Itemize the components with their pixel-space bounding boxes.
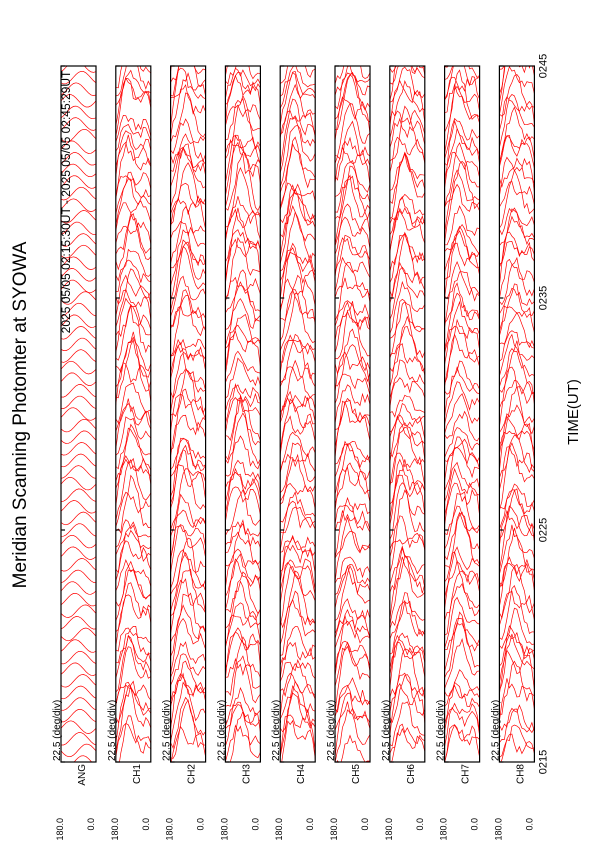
scan-trace	[116, 417, 151, 455]
y-min-label: 0.0	[86, 818, 96, 831]
scan-trace	[116, 425, 151, 482]
scan-trace	[280, 662, 315, 682]
scan-trace	[171, 353, 206, 412]
scan-trace	[61, 408, 96, 421]
scan-trace	[225, 325, 260, 368]
scan-trace	[280, 32, 315, 68]
scan-trace	[280, 99, 315, 167]
scan-trace	[445, 670, 480, 696]
time-range-label: 2025 05/05 02:15:30UT - 2025 05/05 02:45:29UT	[59, 70, 73, 334]
scan-trace	[335, 736, 370, 770]
panel-channel-label: CH4	[296, 764, 308, 785]
scan-trace	[171, 661, 206, 702]
panel-ch1	[107, 31, 151, 841]
scan-trace	[61, 454, 96, 467]
scan-trace	[499, 591, 534, 625]
scan-trace	[61, 338, 96, 350]
scan-trace	[171, 148, 206, 171]
scan-trace	[225, 96, 260, 154]
scan-trace	[445, 725, 480, 762]
scan-trace	[499, 43, 534, 103]
scan-trace	[61, 512, 96, 525]
scan-trace	[445, 129, 480, 166]
scan-trace	[445, 619, 480, 650]
scan-trace	[225, 240, 260, 281]
scan-trace	[390, 557, 425, 626]
scan-trace	[335, 693, 370, 757]
panel-frame	[390, 66, 425, 762]
scan-trace	[116, 115, 151, 142]
scan-trace	[171, 85, 206, 137]
panel-traces	[335, 42, 370, 769]
scan-trace	[335, 647, 370, 687]
panel-frame	[225, 66, 260, 762]
scan-trace	[171, 465, 206, 509]
scan-trace	[390, 475, 425, 525]
scan-trace	[335, 148, 370, 185]
scan-trace	[280, 279, 315, 307]
scan-trace	[116, 560, 151, 591]
scan-trace	[61, 431, 96, 444]
scan-trace	[335, 374, 370, 403]
y-min-label: 0.0	[305, 818, 316, 831]
y-min-label: 0.0	[250, 818, 261, 831]
scan-trace	[225, 659, 260, 677]
scan-trace	[499, 678, 534, 721]
scan-trace	[390, 234, 425, 283]
scan-trace	[280, 397, 315, 423]
panel-scale-label: 22.5 (deg/div)	[106, 699, 118, 761]
scan-trace	[499, 258, 534, 305]
scan-trace	[116, 124, 151, 151]
panel-ch4	[271, 32, 315, 840]
scan-trace	[335, 258, 370, 292]
scan-trace	[225, 469, 260, 514]
scan-trace	[116, 337, 151, 387]
scan-trace	[171, 654, 206, 686]
scan-trace	[335, 531, 370, 558]
scan-trace	[171, 296, 206, 327]
x-tick-label: 0245	[537, 53, 550, 79]
scan-trace	[116, 142, 151, 177]
panel-scale-label: 22.5 (deg/div)	[435, 699, 447, 761]
scan-trace	[225, 398, 260, 460]
scan-trace	[225, 351, 260, 382]
y-max-label: 180.0	[109, 818, 120, 841]
scan-trace	[61, 593, 96, 606]
scan-trace	[225, 702, 260, 746]
scan-trace	[225, 572, 260, 614]
y-max-label: 180.0	[164, 818, 175, 841]
y-max-label: 180.0	[493, 818, 504, 841]
scan-trace	[61, 350, 96, 363]
panel-channel-label: ANG	[77, 764, 88, 786]
scan-trace	[390, 601, 425, 639]
scan-trace	[171, 550, 206, 589]
y-max-label: 180.0	[438, 818, 449, 841]
scan-trace	[116, 43, 151, 67]
panel-ch2	[162, 28, 206, 841]
scan-trace	[499, 157, 534, 196]
scan-trace	[225, 99, 260, 140]
panel-traces	[499, 30, 534, 765]
scan-trace	[335, 217, 370, 254]
scan-trace	[61, 477, 96, 490]
scan-trace	[445, 513, 480, 560]
scan-trace	[445, 84, 480, 112]
scan-trace	[280, 432, 315, 472]
scan-trace	[171, 727, 206, 766]
scan-trace	[225, 358, 260, 398]
y-max-label: 180.0	[55, 818, 65, 841]
scan-trace	[335, 498, 370, 558]
scan-trace	[280, 335, 315, 362]
panel-ch3	[216, 40, 260, 841]
scan-trace	[280, 361, 315, 412]
panel-scale-label: 22.5 (deg/div)	[490, 699, 502, 761]
x-tick-label: 0225	[537, 517, 550, 543]
scan-trace	[225, 282, 260, 313]
scan-trace	[61, 535, 96, 548]
scan-trace	[171, 415, 206, 456]
scan-trace	[61, 559, 96, 572]
y-max-label: 180.0	[274, 818, 285, 841]
y-min-label: 0.0	[524, 818, 535, 831]
scan-trace	[280, 290, 315, 341]
scan-trace	[390, 326, 425, 357]
scan-trace	[445, 639, 480, 689]
panel-traces	[171, 28, 206, 767]
x-tick-label: 0215	[537, 749, 550, 775]
panel-traces	[225, 40, 260, 766]
panel-channel-label: CH3	[241, 764, 253, 785]
scan-trace	[116, 213, 151, 254]
scan-trace	[390, 702, 425, 746]
scan-trace	[499, 170, 534, 228]
y-min-label: 0.0	[360, 818, 370, 831]
panel-channel-label: CH7	[460, 764, 472, 785]
scan-trace	[445, 185, 480, 243]
panel-scale-label: 22.5 (deg/div)	[52, 699, 63, 761]
scan-trace	[280, 559, 315, 591]
scan-trace	[225, 490, 260, 536]
scan-trace	[335, 329, 370, 373]
scan-trace	[116, 214, 151, 270]
scan-trace	[116, 399, 151, 432]
scan-trace	[499, 563, 534, 607]
scan-trace	[445, 161, 480, 208]
panel-frame	[445, 66, 480, 762]
scan-trace	[225, 628, 260, 669]
panel-channel-label: CH2	[186, 764, 198, 785]
scan-trace	[171, 93, 206, 143]
scan-trace	[499, 136, 534, 165]
scan-trace	[499, 259, 534, 299]
scan-trace	[61, 489, 96, 502]
scan-trace	[61, 721, 96, 734]
scan-trace	[225, 656, 260, 706]
x-axis-label: TIME(UT)	[565, 379, 582, 445]
scan-trace	[61, 396, 96, 408]
scan-trace	[61, 628, 96, 641]
panel-ch8	[490, 30, 534, 840]
panel-traces	[116, 31, 151, 776]
scan-trace	[390, 593, 425, 630]
y-max-label: 180.0	[219, 818, 230, 841]
scan-trace	[116, 31, 151, 88]
y-min-label: 0.0	[414, 818, 425, 831]
scan-trace	[445, 394, 480, 434]
scan-trace	[280, 137, 315, 209]
scan-trace	[390, 633, 425, 669]
scan-trace	[390, 137, 425, 173]
scan-trace	[225, 230, 260, 262]
scan-trace	[390, 395, 425, 417]
scan-trace	[499, 484, 534, 509]
y-min-label: 0.0	[469, 818, 480, 831]
scan-trace	[61, 709, 96, 722]
panel-traces	[390, 37, 425, 767]
scan-trace	[171, 221, 206, 238]
scan-trace	[116, 275, 151, 316]
scan-trace	[445, 612, 480, 678]
scan-trace	[61, 385, 96, 398]
scan-trace	[280, 545, 315, 581]
scan-trace	[445, 225, 480, 255]
scan-trace	[499, 182, 534, 208]
scan-trace	[335, 557, 370, 583]
scan-trace	[61, 501, 96, 514]
scan-trace	[61, 443, 96, 456]
panel-traces	[280, 32, 315, 774]
scan-trace	[499, 626, 534, 683]
scan-trace	[335, 176, 370, 212]
scan-trace	[445, 335, 480, 387]
scan-trace	[61, 733, 96, 745]
scan-trace	[445, 46, 480, 80]
y-min-label: 0.0	[195, 818, 206, 831]
scan-trace	[280, 686, 315, 719]
scan-trace	[280, 600, 315, 645]
scan-trace	[171, 305, 206, 330]
scan-trace	[390, 601, 425, 654]
panel-scale-label: 22.5 (deg/div)	[271, 699, 283, 761]
scan-trace	[499, 417, 534, 471]
scan-trace	[335, 302, 370, 353]
scan-trace	[61, 605, 96, 618]
x-tick-labels	[537, 54, 549, 774]
panel-scale-label: 22.5 (deg/div)	[380, 699, 392, 761]
scan-trace	[445, 367, 480, 417]
panel-channel-label: CH1	[131, 764, 143, 785]
panel-channel-label: CH5	[351, 764, 362, 785]
scan-trace	[225, 487, 260, 522]
scan-trace	[171, 700, 206, 758]
scan-trace	[445, 623, 480, 672]
scan-trace	[61, 686, 96, 699]
chart-title: Meridian Scanning Photomter at SYOWA	[10, 241, 31, 589]
panel-scale-label: 22.5 (deg/div)	[161, 699, 173, 761]
scan-trace	[335, 352, 370, 392]
scan-trace	[390, 360, 425, 400]
scan-trace	[171, 68, 206, 127]
scan-trace	[390, 724, 425, 753]
panel-ch5	[326, 42, 370, 841]
scan-trace	[61, 547, 96, 560]
scan-trace	[61, 361, 96, 374]
panel-scale-label: 22.5 (deg/div)	[326, 699, 337, 761]
scan-trace	[171, 698, 206, 748]
scan-trace	[335, 121, 370, 179]
scan-trace	[116, 476, 151, 533]
y-max-label: 180.0	[329, 818, 339, 841]
scan-trace	[61, 640, 96, 653]
scan-trace	[499, 32, 534, 69]
scan-trace	[116, 428, 151, 469]
scan-trace	[116, 201, 151, 231]
panel-scale-label: 22.5 (deg/div)	[216, 699, 228, 761]
scan-trace	[61, 419, 96, 432]
scan-trace	[61, 466, 96, 479]
scan-trace	[499, 386, 534, 445]
panel-ch7	[436, 41, 480, 841]
scan-trace	[390, 302, 425, 339]
panel-channel-label: CH6	[405, 764, 417, 785]
scan-trace	[61, 675, 96, 688]
scan-trace	[499, 443, 534, 511]
scan-trace	[499, 447, 534, 491]
scan-trace	[280, 392, 315, 420]
scan-trace	[499, 75, 534, 117]
y-max-label: 180.0	[383, 818, 394, 841]
panel-channel-label: CH8	[515, 764, 527, 785]
scan-trace	[61, 698, 96, 711]
scan-trace	[61, 570, 96, 583]
scan-trace	[499, 288, 534, 314]
scan-trace	[445, 412, 480, 441]
scan-trace	[61, 744, 96, 757]
scan-trace	[445, 547, 480, 582]
scan-trace	[61, 373, 96, 386]
scan-trace	[390, 211, 425, 253]
scan-trace	[499, 107, 534, 162]
panel-traces	[445, 41, 480, 763]
scan-trace	[445, 41, 480, 69]
scan-trace	[61, 663, 96, 676]
scan-trace	[61, 617, 96, 630]
scan-trace	[225, 705, 260, 729]
x-tick-label: 0235	[537, 285, 550, 311]
panels-group	[52, 28, 534, 841]
scan-trace	[171, 495, 206, 559]
scan-trace	[335, 66, 370, 96]
scan-trace	[280, 416, 315, 455]
scan-trace	[61, 582, 96, 595]
scan-trace	[499, 67, 534, 115]
scan-trace	[61, 524, 96, 537]
y-min-label: 0.0	[140, 818, 151, 831]
scan-trace	[390, 556, 425, 593]
scan-trace	[116, 222, 151, 243]
scan-trace	[445, 152, 480, 188]
scan-trace	[171, 47, 206, 82]
scan-trace	[61, 651, 96, 664]
scan-trace	[390, 81, 425, 127]
scan-trace	[280, 591, 315, 655]
scan-trace	[225, 105, 260, 126]
scan-trace	[390, 378, 425, 408]
scan-trace	[116, 250, 151, 281]
scan-trace	[335, 45, 370, 65]
panel-ch6	[381, 37, 425, 841]
